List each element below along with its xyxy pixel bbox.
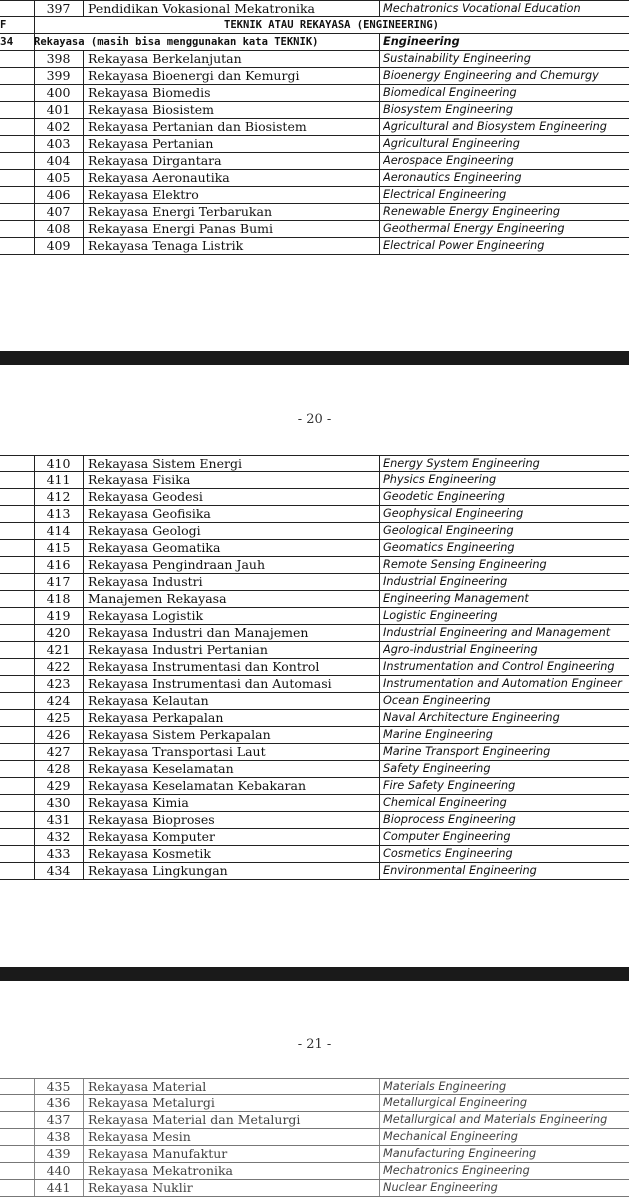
column-divider [83, 221, 84, 237]
english-name: Mechatronics Vocational Education [383, 2, 581, 15]
row-number: 399 [46, 68, 71, 83]
column-divider [83, 829, 84, 845]
english-name: Physics Engineering [383, 473, 497, 486]
table-row [0, 676, 629, 693]
group-heading: TEKNIK ATAU REKAYASA (ENGINEERING) [224, 19, 439, 31]
column-divider [83, 523, 84, 539]
english-name: Renewable Energy Engineering [383, 205, 561, 218]
row-number: 420 [46, 625, 71, 640]
table-row [0, 34, 629, 51]
column-divider [379, 761, 380, 777]
table-row [0, 1180, 629, 1197]
column-divider [83, 170, 84, 186]
indonesian-name: Rekayasa Pertanian dan Biosistem [88, 119, 307, 134]
column-divider [379, 574, 380, 590]
column-divider [83, 642, 84, 658]
indonesian-name: Rekayasa Kimia [88, 795, 189, 810]
column-divider [379, 119, 380, 135]
english-name: Industrial Engineering and Management [383, 626, 611, 639]
indonesian-name: Rekayasa Komputer [88, 829, 216, 844]
column-divider [379, 68, 380, 84]
english-name: Electrical Engineering [383, 188, 507, 201]
table-row [0, 1095, 629, 1112]
column-divider [379, 136, 380, 152]
indonesian-name: Rekayasa Fisika [88, 472, 191, 487]
english-name: Mechatronics Engineering [383, 1164, 530, 1177]
column-divider [379, 676, 380, 692]
row-number: 411 [46, 472, 71, 487]
english-name: Energy System Engineering [383, 457, 540, 470]
english-name: Cosmetics Engineering [383, 847, 513, 860]
group-letter: F [0, 19, 7, 31]
row-number: 404 [46, 153, 71, 168]
table-row [0, 119, 629, 136]
column-divider [83, 119, 84, 135]
column-divider [83, 625, 84, 641]
english-name: Metallurgical Engineering [383, 1096, 528, 1109]
group-number [0, 68, 34, 84]
row-number: 419 [46, 608, 71, 623]
english-name: Logistic Engineering [383, 609, 498, 622]
column-divider [379, 85, 380, 101]
indonesian-name: Rekayasa Sistem Energi [88, 456, 242, 471]
indonesian-name: Rekayasa Kelautan [88, 693, 209, 708]
table-row [0, 744, 629, 761]
english-name: Agro-industrial Engineering [383, 643, 538, 656]
english-name: Geothermal Energy Engineering [383, 222, 565, 235]
row-number: 407 [46, 204, 71, 219]
table-row [0, 1129, 629, 1146]
column-divider [83, 1163, 84, 1179]
table-row [0, 829, 629, 846]
row-number: 402 [46, 119, 71, 134]
group-number [0, 119, 34, 135]
column-divider [379, 540, 380, 556]
row-number: 439 [46, 1146, 71, 1161]
table-row [0, 489, 629, 506]
column-divider [379, 608, 380, 624]
row-number: 416 [46, 557, 71, 572]
table-row [0, 761, 629, 778]
indonesian-name: Rekayasa Lingkungan [88, 863, 228, 878]
indonesian-name: Rekayasa Material dan Metalurgi [88, 1112, 301, 1127]
table-section-3 [0, 1078, 629, 1197]
english-name: Sustainability Engineering [383, 52, 531, 65]
column-divider [83, 676, 84, 692]
table-row [0, 642, 629, 659]
english-name: Bioenergy Engineering and Chemurgy [383, 69, 599, 82]
indonesian-name: Rekayasa Manufaktur [88, 1146, 228, 1161]
page-break-divider [0, 351, 629, 365]
column-divider [83, 1079, 84, 1094]
column-divider [379, 153, 380, 169]
row-number: 412 [46, 489, 71, 504]
column-divider [83, 574, 84, 590]
group-number [0, 187, 34, 203]
table-row [0, 170, 629, 187]
column-divider [379, 846, 380, 862]
column-divider [379, 642, 380, 658]
column-divider [83, 51, 84, 67]
column-divider [83, 693, 84, 709]
english-name: Geophysical Engineering [383, 507, 524, 520]
row-number: 425 [46, 710, 71, 725]
english-name: Manufacturing Engineering [383, 1147, 537, 1160]
row-number: 398 [46, 51, 71, 66]
row-number: 422 [46, 659, 71, 674]
column-divider [83, 659, 84, 675]
row-number: 431 [46, 812, 71, 827]
indonesian-name: Rekayasa Mekatronika [88, 1163, 234, 1178]
indonesian-name: Rekayasa Geomatika [88, 540, 221, 555]
english-name: Bioprocess Engineering [383, 813, 516, 826]
column-divider [379, 659, 380, 675]
english-name: Biosystem Engineering [383, 103, 514, 116]
table-section-2 [0, 455, 629, 880]
column-divider [83, 187, 84, 203]
column-divider [379, 506, 380, 522]
column-divider [83, 102, 84, 118]
row-number: 426 [46, 727, 71, 742]
column-divider [379, 795, 380, 811]
table-row [0, 795, 629, 812]
table-row [0, 68, 629, 85]
column-divider [83, 778, 84, 794]
english-name: Agricultural Engineering [383, 137, 520, 150]
table-row [0, 153, 629, 170]
column-divider [83, 744, 84, 760]
row-number: 417 [46, 574, 71, 589]
row-number: 406 [46, 187, 71, 202]
column-divider [379, 523, 380, 539]
column-divider [379, 1095, 380, 1111]
column-divider [379, 456, 380, 471]
column-divider [83, 1180, 84, 1196]
column-divider [379, 472, 380, 488]
row-number: 421 [46, 642, 71, 657]
column-divider [83, 1146, 84, 1162]
table-row [0, 221, 629, 238]
table-row [0, 574, 629, 591]
row-number: 438 [46, 1129, 71, 1144]
english-name: Biomedical Engineering [383, 86, 517, 99]
group-number [0, 136, 34, 152]
indonesian-name: Manajemen Rekayasa [88, 591, 227, 606]
column-divider [83, 591, 84, 607]
column-divider [379, 221, 380, 237]
row-number: 401 [46, 102, 71, 117]
table-row [0, 455, 629, 472]
english-name: Fire Safety Engineering [383, 779, 516, 792]
column-divider [379, 829, 380, 845]
english-name: Naval Architecture Engineering [383, 711, 560, 724]
indonesian-name: Rekayasa Transportasi Laut [88, 744, 266, 759]
column-divider [379, 204, 380, 220]
column-divider [379, 1129, 380, 1145]
indonesian-name: Rekayasa Geodesi [88, 489, 203, 504]
group-number [0, 85, 34, 101]
indonesian-name: Rekayasa Berkelanjutan [88, 51, 242, 66]
group-number: 34 [0, 35, 14, 48]
column-divider [379, 693, 380, 709]
table-row [0, 591, 629, 608]
row-number: 433 [46, 846, 71, 861]
indonesian-name: Rekayasa (masih bisa menggunakan kata TEKNIK) [34, 36, 319, 48]
indonesian-name: Rekayasa Keselamatan Kebakaran [88, 778, 307, 793]
table-row [0, 1163, 629, 1180]
row-number: 430 [46, 795, 71, 810]
table-row [0, 659, 629, 676]
indonesian-name: Rekayasa Geologi [88, 523, 201, 538]
english-name: Environmental Engineering [383, 864, 537, 877]
column-divider [83, 540, 84, 556]
column-divider [83, 85, 84, 101]
table-row [0, 17, 629, 34]
row-number: 437 [46, 1112, 71, 1127]
table-row [0, 204, 629, 221]
table-section-1 [0, 0, 629, 255]
english-name: Agricultural and Biosystem Engineering [383, 120, 607, 133]
column-divider [379, 238, 380, 254]
indonesian-name: Rekayasa Industri Pertanian [88, 642, 268, 657]
indonesian-name: Rekayasa Elektro [88, 187, 199, 202]
column-divider [83, 153, 84, 169]
indonesian-name: Rekayasa Industri [88, 574, 203, 589]
table-row [0, 1112, 629, 1129]
indonesian-name: Rekayasa Perkapalan [88, 710, 224, 725]
table-row [0, 136, 629, 153]
column-divider [83, 238, 84, 254]
column-divider [379, 51, 380, 67]
table-row [0, 85, 629, 102]
english-name: Safety Engineering [383, 762, 491, 775]
english-name: Instrumentation and Control Engineering [383, 660, 615, 673]
english-name: Marine Engineering [383, 728, 493, 741]
indonesian-name: Rekayasa Metalurgi [88, 1095, 215, 1110]
row-number: 429 [46, 778, 71, 793]
table-row [0, 608, 629, 625]
row-number: 403 [46, 136, 71, 151]
column-divider [379, 812, 380, 828]
english-name: Geological Engineering [383, 524, 514, 537]
column-divider [379, 1112, 380, 1128]
table-row [0, 625, 629, 642]
table-row [0, 727, 629, 744]
group-number [0, 238, 34, 254]
table-row [0, 710, 629, 727]
column-divider [83, 68, 84, 84]
column-divider [379, 1180, 380, 1196]
page-number: - 21 - [297, 1037, 332, 1052]
english-name: Ocean Engineering [383, 694, 491, 707]
table-row [0, 0, 629, 17]
indonesian-name: Rekayasa Mesin [88, 1129, 191, 1144]
column-divider [83, 608, 84, 624]
page-number: - 20 - [297, 412, 332, 427]
row-number: 400 [46, 85, 71, 100]
column-divider [83, 456, 84, 471]
row-number: 427 [46, 744, 71, 759]
column-divider [379, 625, 380, 641]
indonesian-name: Rekayasa Nuklir [88, 1180, 193, 1195]
english-name: Computer Engineering [383, 830, 511, 843]
column-divider [83, 710, 84, 726]
table-row [0, 812, 629, 829]
column-divider [83, 1129, 84, 1145]
indonesian-name: Rekayasa Tenaga Listrik [88, 238, 244, 253]
page-break-divider [0, 967, 629, 981]
column-divider [83, 136, 84, 152]
indonesian-name: Rekayasa Energi Panas Bumi [88, 221, 273, 236]
table-row [0, 1146, 629, 1163]
column-divider [379, 778, 380, 794]
indonesian-name: Rekayasa Industri dan Manajemen [88, 625, 309, 640]
indonesian-name: Rekayasa Bioenergi dan Kemurgi [88, 68, 300, 83]
row-number: 432 [46, 829, 71, 844]
indonesian-name: Rekayasa Biosistem [88, 102, 215, 117]
english-name: Engineering [383, 35, 460, 48]
indonesian-name: Rekayasa Aeronautika [88, 170, 230, 185]
column-divider [379, 1, 380, 16]
row-number: 405 [46, 170, 71, 185]
column-divider [83, 795, 84, 811]
indonesian-name: Rekayasa Pengindraan Jauh [88, 557, 266, 572]
english-name: Aeronautics Engineering [383, 171, 522, 184]
indonesian-name: Rekayasa Kosmetik [88, 846, 211, 861]
english-name: Chemical Engineering [383, 796, 507, 809]
english-name: Engineering Management [383, 592, 529, 605]
row-number: 415 [46, 540, 71, 555]
column-divider [379, 34, 380, 50]
column-divider [83, 727, 84, 743]
english-name: Aerospace Engineering [383, 154, 514, 167]
column-divider [379, 170, 380, 186]
table-row [0, 187, 629, 204]
group-number [0, 1, 34, 17]
group-number [0, 102, 34, 118]
column-divider [379, 1163, 380, 1179]
row-number: 408 [46, 221, 71, 236]
row-number: 434 [46, 863, 71, 878]
row-number: 435 [46, 1079, 71, 1094]
table-row [0, 1078, 629, 1095]
group-number [0, 204, 34, 220]
row-number: 441 [46, 1180, 71, 1195]
row-number: 423 [46, 676, 71, 691]
column-divider [83, 204, 84, 220]
row-number: 440 [46, 1163, 71, 1178]
english-name: Remote Sensing Engineering [383, 558, 547, 571]
indonesian-name: Rekayasa Biomedis [88, 85, 211, 100]
table-row [0, 863, 629, 880]
indonesian-name: Rekayasa Material [88, 1079, 207, 1094]
column-divider [83, 846, 84, 862]
indonesian-name: Rekayasa Energi Terbarukan [88, 204, 273, 219]
indonesian-name: Rekayasa Dirgantara [88, 153, 222, 168]
table-row [0, 778, 629, 795]
group-number [0, 153, 34, 169]
row-number: 414 [46, 523, 71, 538]
row-number: 418 [46, 591, 71, 606]
column-divider [83, 557, 84, 573]
column-divider [379, 710, 380, 726]
column-divider [83, 506, 84, 522]
english-name: Materials Engineering [383, 1080, 507, 1093]
english-name: Geomatics Engineering [383, 541, 515, 554]
table-row [0, 506, 629, 523]
row-number: 413 [46, 506, 71, 521]
indonesian-name: Rekayasa Sistem Perkapalan [88, 727, 271, 742]
english-name: Geodetic Engineering [383, 490, 505, 503]
english-name: Industrial Engineering [383, 575, 508, 588]
row-number: 436 [46, 1095, 71, 1110]
column-divider [379, 489, 380, 505]
english-name: Metallurgical and Materials Engineering [383, 1113, 608, 1126]
row-number: 409 [46, 238, 71, 253]
column-divider [379, 1079, 380, 1094]
column-divider [379, 591, 380, 607]
table-row [0, 540, 629, 557]
table-row [0, 102, 629, 119]
column-divider [83, 812, 84, 828]
indonesian-name: Rekayasa Instrumentasi dan Kontrol [88, 659, 320, 674]
row-number: 424 [46, 693, 71, 708]
english-name: Nuclear Engineering [383, 1181, 498, 1194]
indonesian-name: Rekayasa Instrumentasi dan Automasi [88, 676, 332, 691]
column-divider [83, 1112, 84, 1128]
column-divider [379, 744, 380, 760]
table-row [0, 693, 629, 710]
english-name: Instrumentation and Automation Engineer [383, 677, 622, 690]
english-name: Electrical Power Engineering [383, 239, 545, 252]
english-name: Marine Transport Engineering [383, 745, 551, 758]
table-row [0, 846, 629, 863]
indonesian-name: Rekayasa Geofisika [88, 506, 211, 521]
indonesian-name: Pendidikan Vokasional Mekatronika [88, 1, 316, 16]
table-row [0, 523, 629, 540]
column-divider [83, 761, 84, 777]
column-divider [83, 863, 84, 879]
column-divider [379, 727, 380, 743]
english-name: Mechanical Engineering [383, 1130, 518, 1143]
table-row [0, 472, 629, 489]
column-divider [379, 863, 380, 879]
group-number [0, 51, 34, 67]
group-number [0, 221, 34, 237]
column-divider [379, 557, 380, 573]
column-divider [83, 1095, 84, 1111]
group-number [0, 170, 34, 186]
table-row [0, 51, 629, 68]
column-divider [83, 472, 84, 488]
column-divider [379, 1146, 380, 1162]
column-divider [379, 102, 380, 118]
column-divider [83, 1, 84, 16]
indonesian-name: Rekayasa Pertanian [88, 136, 214, 151]
indonesian-name: Rekayasa Logistik [88, 608, 204, 623]
indonesian-name: Rekayasa Bioproses [88, 812, 215, 827]
row-number: 428 [46, 761, 71, 776]
row-number: 410 [46, 456, 71, 471]
table-row [0, 557, 629, 574]
column-divider [83, 489, 84, 505]
row-number: 397 [46, 1, 71, 16]
column-divider [379, 187, 380, 203]
indonesian-name: Rekayasa Keselamatan [88, 761, 234, 776]
table-row [0, 238, 629, 255]
